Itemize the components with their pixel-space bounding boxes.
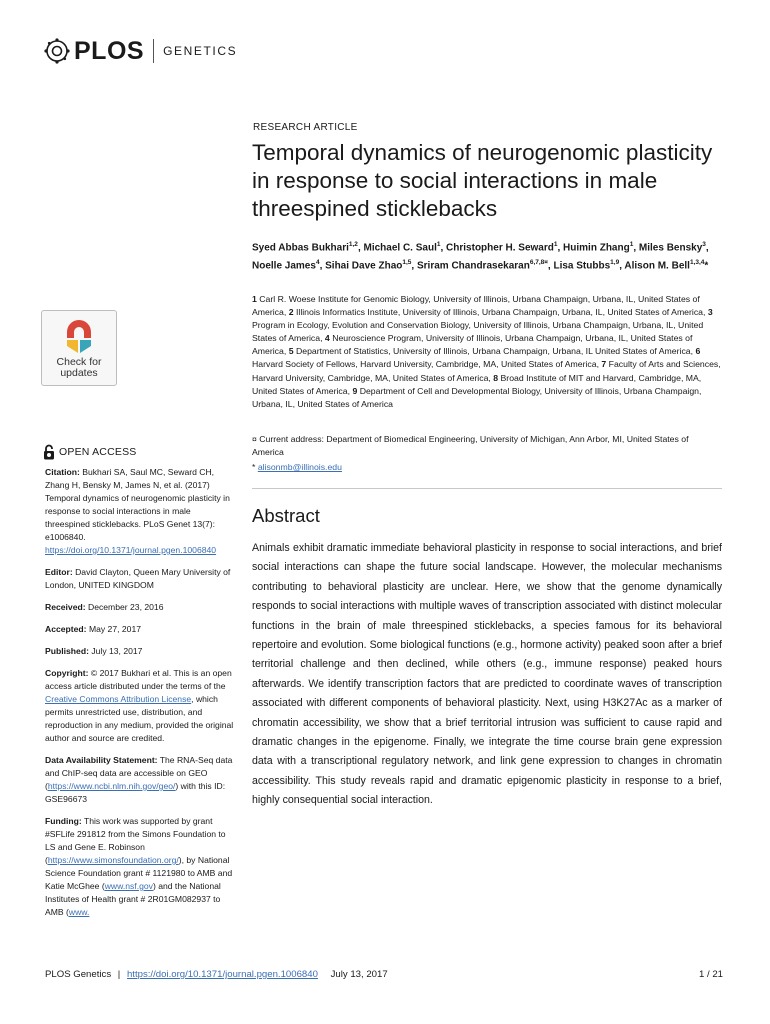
editor-text: David Clayton, Queen Mary University of London, UNITED KINGDOM xyxy=(45,567,231,590)
editor-label: Editor: xyxy=(45,567,73,577)
open-lock-icon xyxy=(43,444,55,460)
author-name: Alison M. Bell xyxy=(624,260,690,272)
page-number: 1 / 21 xyxy=(698,969,723,980)
current-address: ¤ Current address: Department of Biomedical Engineering, University of Michigan, Ann Arbor, MI, United States of America xyxy=(252,434,689,457)
editor-block xyxy=(45,566,235,592)
journal-name: GENETICS xyxy=(163,44,238,58)
funding-block xyxy=(45,815,235,919)
copyright-text-rest: , which permits unrestricted use, distribution, and reproduction in any medium, provided the original author and source are credited. xyxy=(45,694,234,743)
accepted-block xyxy=(45,623,235,636)
author-separator: , xyxy=(547,260,554,272)
data-availability-text: The RNA-Seq data and ChIP-seq data are accessible on GEO ( xyxy=(45,755,233,791)
author-separator: , xyxy=(319,260,326,272)
simons-link[interactable]: https://www.simonsfoundation.org/ xyxy=(47,855,179,865)
open-access-label: OPEN ACCESS xyxy=(59,446,137,458)
author-affiliation-marker: 1,5 xyxy=(402,259,412,267)
crossmark-icon xyxy=(64,318,94,354)
open-access-badge xyxy=(43,444,136,460)
affiliation-number: 8 xyxy=(493,372,499,383)
page-footer xyxy=(45,969,723,980)
citation-block xyxy=(45,466,235,557)
geo-link[interactable]: https://www.ncbi.nlm.nih.gov/geo/ xyxy=(47,781,176,791)
author-affiliation-marker: 1,3,4 xyxy=(689,259,705,267)
author-separator: , xyxy=(705,242,709,254)
author-affiliation-marker: 1 xyxy=(553,241,558,248)
affiliation-text: Faculty of Arts and Sciences, Harvard University, Cambridge, MA, United States of America, xyxy=(252,359,721,383)
affiliation-text: Department of Statistics, University of Illinois, Urbana Champaign, Urbana, IL United States of America, xyxy=(295,346,696,357)
nsf-link[interactable]: www.nsf.gov xyxy=(104,881,153,891)
crossmark-line1: Check for xyxy=(56,356,102,368)
received-date: December 23, 2016 xyxy=(88,602,164,612)
published-date: July 13, 2017 xyxy=(91,646,143,656)
crossmark-line2: updates xyxy=(60,367,98,379)
license-link[interactable]: Creative Commons Attribution License xyxy=(45,694,192,704)
footer-date: July 13, 2017 xyxy=(330,969,388,980)
affiliation-number: 9 xyxy=(352,385,358,396)
author-name: Miles Bensky xyxy=(638,242,703,254)
citation-doi-link[interactable]: https://doi.org/10.1371/journal.pgen.1006840 xyxy=(45,545,217,555)
citation-text: Bukhari SA, Saul MC, Seward CH, Zhang H, Bensky M, James N, et al. (2017) Temporal dynamics of neurogenomic plasticity in response to social interactions in male threespined sticklebacks. PLoS Genet 13(7): e1006840. xyxy=(45,467,230,542)
funding-label: Funding: xyxy=(45,816,82,826)
author-name: Michael C. Saul xyxy=(363,242,437,254)
plos-genetics-logo xyxy=(44,36,237,66)
copyright-block xyxy=(45,667,235,745)
data-availability-label: Data Availability Statement: xyxy=(45,755,158,765)
affiliation-text: Harvard Society of Fellows, Harvard University, Cambridge, MA, United States of America, xyxy=(252,359,602,370)
affiliation-text: Broad Institute of MIT and Harvard, Cambridge, MA, United States of America, xyxy=(252,372,702,396)
affiliation-text: Neuroscience Program, University of Illinois, Urbana Champaign, Urbana, IL, United States of America, xyxy=(252,333,693,357)
affiliation-number: 2 xyxy=(288,307,294,318)
published-label: Published: xyxy=(45,646,89,656)
author-affiliation-marker: 1 xyxy=(629,241,634,248)
logo-divider xyxy=(153,39,154,63)
author-name: Syed Abbas Bukhari xyxy=(252,242,349,254)
author-separator: * xyxy=(704,260,709,272)
copyright-text: © 2017 Bukhari et al. This is an open access article distributed under the terms of the xyxy=(45,668,232,691)
author-affiliation-marker: 6,7,8¤ xyxy=(529,259,548,267)
article-metadata-sidebar xyxy=(45,466,235,928)
received-block xyxy=(45,601,235,614)
affiliation-number: 4 xyxy=(324,333,330,344)
author-affiliation-marker: 1 xyxy=(436,241,441,248)
affiliation-number: 6 xyxy=(695,346,701,357)
author-separator: , xyxy=(440,242,447,254)
author-name: Sriram Chandrasekaran xyxy=(416,260,530,272)
author-separator: , xyxy=(619,260,625,272)
published-block xyxy=(45,645,235,658)
received-label: Received: xyxy=(45,602,86,612)
author-separator: , xyxy=(357,242,364,254)
article-type: RESEARCH ARTICLE xyxy=(253,122,358,133)
plos-logo-icon xyxy=(44,38,70,64)
email-marker: * xyxy=(252,462,256,472)
copyright-label: Copyright: xyxy=(45,668,89,678)
author-affiliation-marker: 3 xyxy=(702,241,706,248)
abstract-text: Animals exhibit dramatic immediate behavioral plasticity in response to social interactions, and brief social interactions can shape the future social landscape. However, the molecular mechanisms contributing to behavioral plasticity are unclear. Here, we show that the genome dynamically responds to social interactions with multiple waves of transcription associated with distinct molecular functions in the brain of male threespined sticklebacks, a species famous for its behavioral repertoire and evolution. Some biological functions (e.g., hormone activity) peaked soon after a brief territorial challenge and then declined, while others (e.g., immune response) peaked hours afterwards. We identify transcription factors that are predicted to coordinate waves of transcription associated with different components of behavioral plasticity. Next, using H3K27Ac as a marker of chromatin accessibility, we show that a brief territorial intrusion was sufficient to cause rapid and dramatic changes in the epigenome. Finally, we integrate the time course brain gene expression data with a transcriptional regulatory network, and link gene expression to changes in chromatin accessibility. This study reveals rapid and dramatic epigenomic plasticity in response to a brief, highly consequential social interaction. xyxy=(252,542,722,807)
funding-text: This work was supported by grant #SFLife 291812 from the Simons Foundation to LS and Gene E. Robinson ( xyxy=(45,816,226,865)
abstract-heading: Abstract xyxy=(252,505,320,526)
author-separator: , xyxy=(411,260,417,272)
plos-wordmark: PLOS xyxy=(74,36,145,65)
email-link[interactable]: alisonmb@illinois.edu xyxy=(257,462,342,472)
data-availability-rest: ) with this ID: GSE96673 xyxy=(45,781,226,804)
funding-text-2: ), by National Science Foundation grant # 1121980 to AMB and Katie McGhee ( xyxy=(45,855,233,891)
author-affiliation-marker: 4 xyxy=(315,259,320,267)
affiliation-number: 7 xyxy=(601,359,607,370)
affiliation-text: Carl R. Woese Institute for Genomic Biology, University of Illinois, Urbana Champaign, Urbana, IL, United States of America, xyxy=(252,294,700,318)
article-title: Temporal dynamics of neurogenomic plasticity in response to social interactions in male threespined sticklebacks xyxy=(252,140,713,221)
author-name: Huimin Zhang xyxy=(563,242,630,254)
affiliation-text: Illinois Informatics Institute, University of Illinois, Urbana Champaign, Urbana, IL, United States of America, xyxy=(295,307,708,318)
author-name: Noelle James xyxy=(252,260,316,272)
author-separator: , xyxy=(557,242,564,254)
author-name: Lisa Stubbs xyxy=(553,260,611,272)
author-name: Christopher H. Seward xyxy=(446,242,554,254)
affiliation-number: 3 xyxy=(707,307,713,318)
funding-text-3: ) and the National Institutes of Health grant # 2R01GM082937 to AMB ( xyxy=(45,881,221,917)
footer-citation xyxy=(45,969,388,980)
data-availability-block xyxy=(45,754,235,806)
corresponding-email xyxy=(252,461,342,474)
affiliation-number: 5 xyxy=(288,346,294,357)
affiliation-text: Department of Cell and Developmental Biology, University of Illinois, Urbana Champaign, Urbana, IL, United States of America xyxy=(252,385,702,409)
section-divider xyxy=(252,488,722,489)
check-for-updates-badge[interactable] xyxy=(41,310,117,386)
affiliations xyxy=(252,293,722,411)
footer-journal: PLOS Genetics xyxy=(45,969,112,980)
accepted-date: May 27, 2017 xyxy=(88,624,142,634)
author-separator: , xyxy=(633,242,639,254)
author-name: Sihai Dave Zhao xyxy=(325,260,403,272)
citation-label: Citation: xyxy=(45,467,80,477)
accepted-label: Accepted: xyxy=(45,624,87,634)
author-list xyxy=(252,237,722,274)
author-affiliation-marker: 1,2 xyxy=(348,241,358,248)
footer-separator: | xyxy=(117,969,121,980)
affiliation-number: 1 xyxy=(252,294,257,304)
author-affiliation-marker: 1,9 xyxy=(610,259,620,267)
affiliation-text: Program in Ecology, Evolution and Conservation Biology, University of Illinois, Urbana Champaign, Urbana, IL, United States of America, xyxy=(252,320,704,344)
footer-doi-link[interactable]: https://doi.org/10.1371/journal.pgen.1006840 xyxy=(126,969,318,980)
nih-link[interactable]: www. xyxy=(68,907,90,917)
